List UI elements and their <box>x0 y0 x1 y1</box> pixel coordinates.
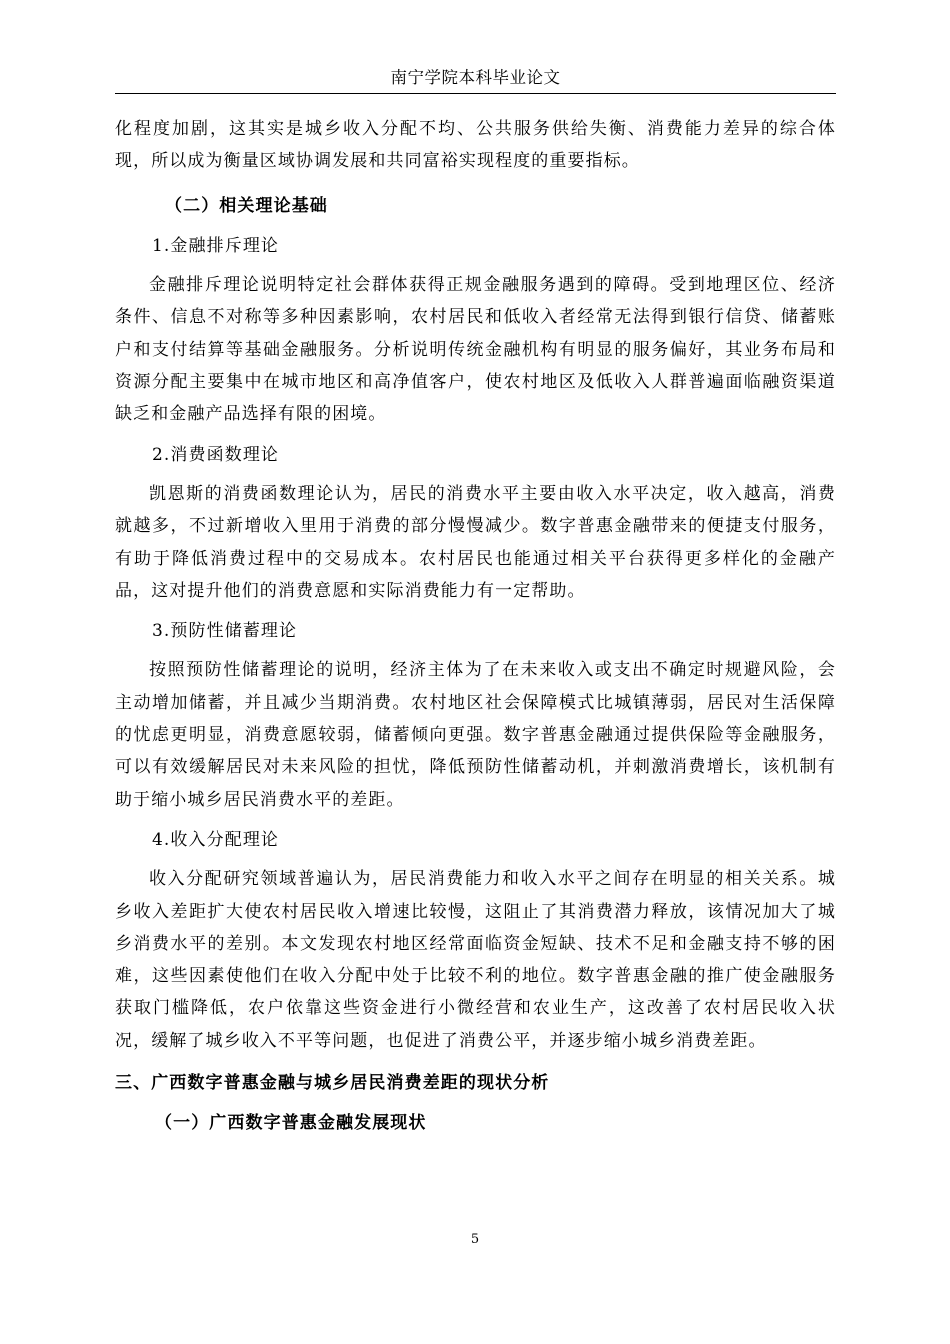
body-content <box>115 113 836 1140</box>
subsection-heading-precautionary-saving: 3.预防性储蓄理论 <box>152 621 298 642</box>
paragraph-consumption-function: 凯恩斯的消费函数理论认为，居民的消费水平主要由收入水平决定，收入越高，消费就越多，不过新增收入里用于消费的部分慢慢减少。数字普惠金融带来的便捷支付服务，有助于降低消费过程中的交易成本。农村居民也能通过相关平台获得更多样化的金融产品，这对提升他们的消费意愿和实际消费能力有一定帮助。 <box>115 483 836 601</box>
chapter-heading-status-analysis: 三、广西数字普惠金融与城乡居民消费差距的现状分析 <box>115 1073 550 1094</box>
subsection-heading-financial-exclusion: 1.金融排斥理论 <box>152 235 280 256</box>
section-heading-related-theory: （二）相关理论基础 <box>165 195 328 216</box>
page-number: 5 <box>470 1232 480 1247</box>
subsection-heading-income-distribution: 4.收入分配理论 <box>152 829 280 850</box>
paragraph-income-distribution: 收入分配研究领域普遍认为，居民消费能力和收入水平之间存在明显的相关关系。城乡收入差距扩大使农村居民收入增速比较慢，这阻止了其消费潜力释放，该情况加大了城乡消费水平的差别。本文发现农村地区经常面临资金短缺、技术不足和金融支持不够的困难，这些因素使他们在收入分配中处于比较不利的地位。数字普惠金融的推广使金融服务获取门槛降低，农户依靠这些资金进行小微经营和农业生产，这改善了农村居民收入状况，缓解了城乡收入不平等问题，也促进了消费公平，并逐步缩小城乡消费差距。 <box>115 869 836 1051</box>
header-divider <box>115 93 836 94</box>
section-heading-guangxi-development: （一）广西数字普惠金融发展现状 <box>155 1113 427 1134</box>
subsection-heading-consumption-function: 2.消费函数理论 <box>152 444 280 465</box>
paragraph-financial-exclusion: 金融排斥理论说明特定社会群体获得正规金融服务遇到的障碍。受到地理区位、经济条件、信息不对称等多种因素影响，农村居民和低收入者经常无法得到银行信贷、储蓄账户和支付结算等基础金融服务。分析说明传统金融机构有明显的服务偏好，其业务布局和资源分配主要集中在城市地区和高净值客户，使农村地区及低收入人群普遍面临融资渠道缺乏和金融产品选择有限的困境。 <box>115 275 836 425</box>
paragraph-continued: 化程度加剧，这其实是城乡收入分配不均、公共服务供给失衡、消费能力差异的综合体现，所以成为衡量区域协调发展和共同富裕实现程度的重要指标。 <box>115 119 836 172</box>
paragraph-precautionary-saving: 按照预防性储蓄理论的说明，经济主体为了在未来收入或支出不确定时规避风险，会主动增加储蓄，并且减少当期消费。农村地区社会保障模式比城镇薄弱，居民对生活保障的忧虑更明显，消费意愿较弱，储蓄倾向更强。数字普惠金融通过提供保险等金融服务，可以有效缓解居民对未来风险的担忧，降低预防性储蓄动机，并刺激消费增长，该机制有助于缩小城乡居民消费水平的差距。 <box>115 660 836 810</box>
running-header-title: 南宁学院本科毕业论文 <box>390 68 561 87</box>
